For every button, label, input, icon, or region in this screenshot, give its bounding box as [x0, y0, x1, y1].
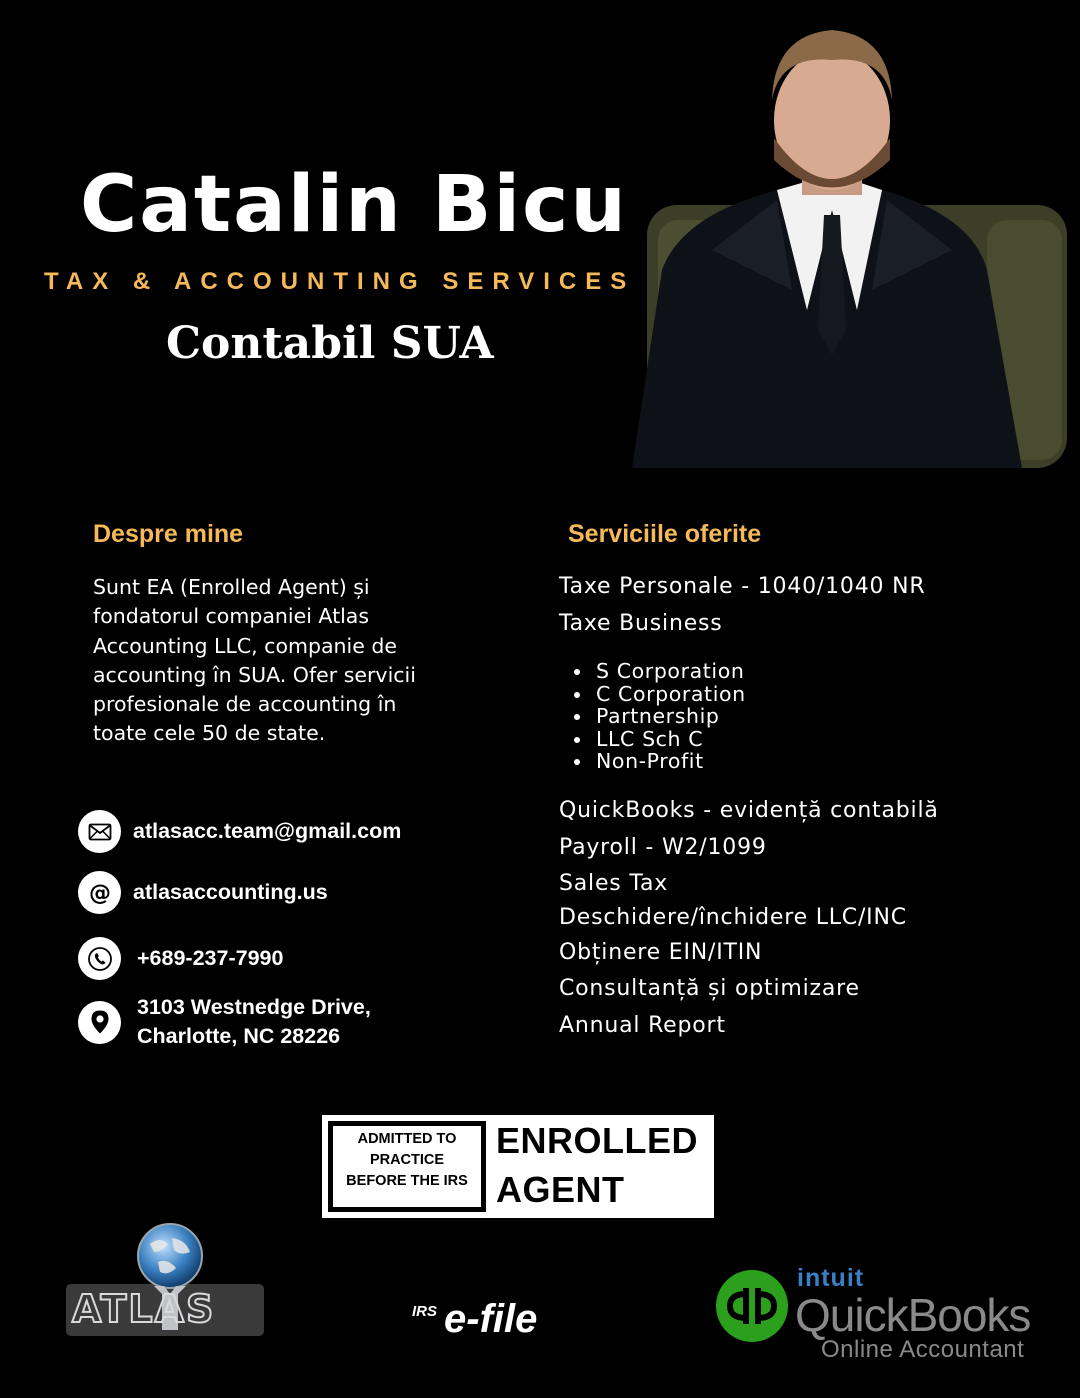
- about-line: profesionale de accounting în: [93, 692, 397, 717]
- service-item: Obținere EIN/ITIN: [559, 940, 763, 965]
- irs-efile-logo: [410, 1288, 610, 1338]
- badge-big-line-1: ENROLLED: [496, 1120, 698, 1161]
- list-item: C Corporation: [572, 683, 746, 706]
- badge-small-line: PRACTICE: [369, 1152, 445, 1168]
- irs-text: IRS: [412, 1303, 438, 1320]
- location-pin-icon: [78, 1001, 121, 1044]
- envelope-icon: [78, 810, 121, 853]
- atlas-logo: [64, 1222, 268, 1340]
- service-item: Deschidere/închidere LLC/INC: [559, 905, 907, 930]
- intuit-wordmark: intuit: [797, 1264, 865, 1292]
- tagline: TAX & ACCOUNTING SERVICES: [44, 268, 636, 295]
- subtitle: Contabil SUA: [166, 318, 494, 369]
- about-line: fondatorul companiei Atlas: [93, 604, 370, 629]
- service-item: Annual Report: [559, 1013, 726, 1038]
- service-item: QuickBooks - evidență contabilă: [559, 798, 939, 823]
- website-link[interactable]: atlasaccounting.us: [133, 880, 328, 904]
- quickbooks-qb-icon: [716, 1270, 788, 1342]
- list-item: S Corporation: [572, 660, 746, 683]
- address-text: [137, 993, 371, 1051]
- phone-icon: [78, 937, 121, 980]
- business-types-list: [572, 660, 746, 773]
- address-line-2: Charlotte, NC 28226: [137, 1024, 341, 1048]
- badge-small-line: BEFORE THE IRS: [346, 1173, 468, 1189]
- about-line: Accounting LLC, companie de: [93, 633, 397, 658]
- service-item: Consultanță și optimizare: [559, 976, 860, 1001]
- about-line: Sunt EA (Enrolled Agent) și: [93, 575, 370, 599]
- atlas-wordmark: ATLAS: [72, 1287, 216, 1331]
- phone-number[interactable]: +689-237-7990: [137, 946, 284, 970]
- quickbooks-logo: [714, 1262, 1054, 1366]
- efile-text: e-file: [444, 1297, 538, 1338]
- about-line: accounting în SUA. Ofer servicii: [93, 662, 416, 687]
- about-text: [93, 573, 433, 749]
- badge-small-line: ADMITTED TO: [357, 1131, 457, 1147]
- portrait-photo: [592, 10, 1070, 468]
- service-personal-tax: Taxe Personale - 1040/1040 NR: [559, 574, 926, 599]
- about-heading: Despre mine: [93, 520, 244, 548]
- quickbooks-wordmark: QuickBooks: [795, 1289, 1031, 1341]
- email-link[interactable]: atlasacc.team@gmail.com: [133, 819, 402, 843]
- badge-small-text: [334, 1129, 480, 1192]
- list-item: Non-Profit: [572, 750, 746, 773]
- service-item: Payroll - W2/1099: [559, 835, 767, 860]
- service-business-tax: Taxe Business: [559, 611, 723, 636]
- service-item: Sales Tax: [559, 871, 669, 896]
- at-sign-icon: [78, 871, 121, 914]
- online-accountant-text: Online Accountant: [821, 1336, 1025, 1363]
- badge-big-line-2: AGENT: [496, 1169, 625, 1210]
- enrolled-agent-badge: [322, 1115, 714, 1218]
- address-line-1: 3103 Westnedge Drive,: [137, 995, 371, 1019]
- about-line: toate cele 50 de state.: [93, 721, 326, 746]
- contact-phone[interactable]: [78, 937, 283, 980]
- svg-text:@: @: [88, 880, 111, 906]
- contact-address: [78, 993, 371, 1051]
- contact-website[interactable]: [78, 871, 328, 914]
- list-item: Partnership: [572, 705, 746, 728]
- person-name: Catalin Bicu: [80, 160, 628, 250]
- list-item: LLC Sch C: [572, 728, 746, 751]
- contact-email[interactable]: [78, 810, 401, 853]
- services-heading: Serviciile oferite: [568, 520, 762, 548]
